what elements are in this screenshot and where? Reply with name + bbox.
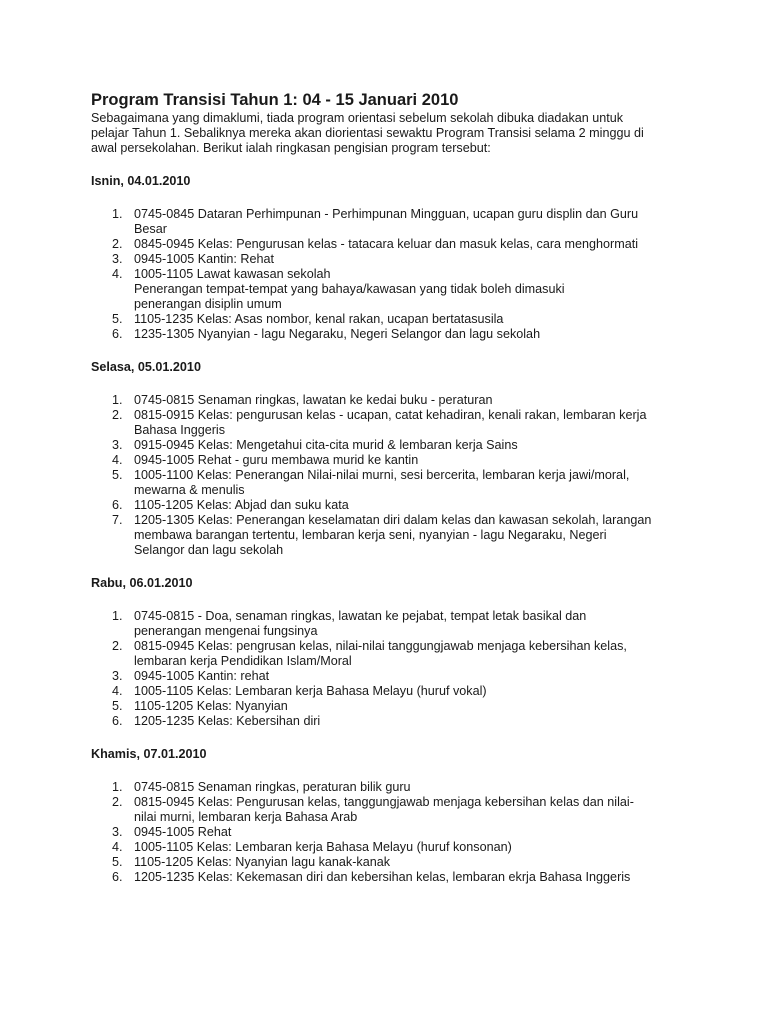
day-heading: Rabu, 06.01.2010 [91, 576, 193, 590]
item-number: 2. [112, 639, 123, 653]
item-text-line: 0945-1005 Kantin: Rehat [134, 252, 275, 266]
schedule-item [91, 267, 691, 312]
item-number: 6. [112, 870, 123, 884]
item-text-line: 0815-0945 Kelas: Pengurusan kelas, tanggungjawab menjaga kebersihan kelas dan nilai- [134, 795, 634, 809]
schedule-item [91, 438, 691, 453]
schedule-item [91, 312, 691, 327]
item-text-line: 1105-1205 Kelas: Nyanyian [134, 699, 288, 713]
day-section [91, 576, 691, 729]
day-section [91, 747, 691, 885]
item-number: 6. [112, 327, 123, 341]
item-text-line: 0845-0945 Kelas: Pengurusan kelas - tatacara keluar dan masuk kelas, cara menghormati [134, 237, 639, 251]
item-number: 1. [112, 609, 123, 623]
item-number: 4. [112, 453, 123, 467]
schedule-item [91, 513, 691, 558]
intro-line: pelajar Tahun 1. Sebaliknya mereka akan diorientasi sewaktu Program Transisi selama 2 minggu di [91, 126, 644, 140]
item-text-line: mewarna & menulis [134, 483, 245, 497]
schedule-item [91, 327, 691, 342]
schedule-item [91, 237, 691, 252]
schedule-list [91, 393, 691, 558]
item-number: 5. [112, 312, 123, 326]
item-number: 5. [112, 855, 123, 869]
intro-line: Sebagaimana yang dimaklumi, tiada program orientasi sebelum sekolah dibuka diadakan untuk [91, 111, 624, 125]
schedule-item [91, 825, 691, 840]
schedule-item [91, 855, 691, 870]
item-text-line: 1205-1235 Kelas: Kekemasan diri dan kebersihan kelas, lembaran ekrja Bahasa Inggeris [134, 870, 631, 884]
schedule-item [91, 780, 691, 795]
item-text-line: 0815-0915 Kelas: pengurusan kelas - ucapan, catat kehadiran, kenali rakan, lembaran kerja [134, 408, 647, 422]
item-number: 3. [112, 438, 123, 452]
item-text-line: 1235-1305 Nyanyian - lagu Negaraku, Negeri Selangor dan lagu sekolah [134, 327, 541, 341]
item-number: 6. [112, 498, 123, 512]
schedule-item [91, 408, 691, 438]
schedule-item [91, 252, 691, 267]
schedule-item [91, 393, 691, 408]
item-text-line: nilai murni, lembaran kerja Bahasa Arab [134, 810, 358, 824]
item-text-line: 0815-0945 Kelas: pengrusan kelas, nilai-nilai tanggungjawab menjaga kebersihan kelas, [134, 639, 627, 653]
schedule-item [91, 207, 691, 237]
item-text-line: Bahasa Inggeris [134, 423, 226, 437]
item-text-line: 1005-1105 Kelas: Lembaran kerja Bahasa Melayu (huruf konsonan) [134, 840, 512, 854]
item-text-line: membawa barangan tertentu, lembaran kerja seni, nyanyian - lagu Negaraku, Negeri [134, 528, 607, 542]
item-text-line: 1205-1305 Kelas: Penerangan keselamatan diri dalam kelas dan kawasan sekolah, larangan [134, 513, 652, 527]
item-number: 3. [112, 669, 123, 683]
day-heading: Isnin, 04.01.2010 [91, 174, 191, 188]
schedule-item [91, 840, 691, 855]
item-number: 5. [112, 468, 123, 482]
intro-line: awal persekolahan. Berikut ialah ringkasan pengisian program tersebut: [91, 141, 491, 155]
item-number: 4. [112, 684, 123, 698]
item-text-line: penerangan mengenai fungsinya [134, 624, 318, 638]
day-heading: Khamis, 07.01.2010 [91, 747, 207, 761]
item-text-line: 1105-1205 Kelas: Nyanyian lagu kanak-kanak [134, 855, 391, 869]
item-text-line: 0745-0815 Senaman ringkas, lawatan ke kedai buku - peraturan [134, 393, 493, 407]
schedule-list [91, 207, 691, 342]
document-page [91, 90, 691, 885]
schedule-list [91, 780, 691, 885]
item-text-line: 1005-1105 Lawat kawasan sekolah [134, 267, 331, 281]
item-number: 1. [112, 780, 123, 794]
item-number: 4. [112, 267, 123, 281]
schedule-item [91, 669, 691, 684]
schedule-item [91, 639, 691, 669]
item-text-line: Penerangan tempat-tempat yang bahaya/kawasan yang tidak boleh dimasuki [134, 282, 565, 296]
item-text-line: 1005-1105 Kelas: Lembaran kerja Bahasa Melayu (huruf vokal) [134, 684, 487, 698]
document-title: Program Transisi Tahun 1: 04 - 15 Januari 2010 [91, 91, 459, 109]
schedule-item [91, 453, 691, 468]
item-text-line: lembaran kerja Pendidikan Islam/Moral [134, 654, 352, 668]
item-text-line: 1105-1205 Kelas: Abjad dan suku kata [134, 498, 349, 512]
item-text-line: penerangan disiplin umum [134, 297, 282, 311]
schedule-item [91, 699, 691, 714]
day-heading: Selasa, 05.01.2010 [91, 360, 201, 374]
schedule-list [91, 609, 691, 729]
schedule-days [91, 174, 691, 885]
item-text-line: 0915-0945 Kelas: Mengetahui cita-cita murid & lembaran kerja Sains [134, 438, 518, 452]
item-text-line: 1105-1235 Kelas: Asas nombor, kenal rakan, ucapan bertatasusila [134, 312, 504, 326]
item-number: 2. [112, 795, 123, 809]
item-number: 1. [112, 207, 123, 221]
item-text-line: Selangor dan lagu sekolah [134, 543, 284, 557]
item-text-line: 0745-0815 - Doa, senaman ringkas, lawatan ke pejabat, tempat letak basikal dan [134, 609, 587, 623]
schedule-item [91, 870, 691, 885]
schedule-item [91, 468, 691, 498]
schedule-item [91, 684, 691, 699]
schedule-item [91, 498, 691, 513]
item-text-line: 1205-1235 Kelas: Kebersihan diri [134, 714, 321, 728]
item-text-line: 0945-1005 Kantin: rehat [134, 669, 270, 683]
day-section [91, 360, 691, 558]
item-text-line: 0945-1005 Rehat [134, 825, 232, 839]
item-number: 3. [112, 252, 123, 266]
item-number: 2. [112, 237, 123, 251]
item-text-line: 0945-1005 Rehat - guru membawa murid ke kantin [134, 453, 419, 467]
item-text-line: 0745-0845 Dataran Perhimpunan - Perhimpunan Mingguan, ucapan guru displin dan Guru [134, 207, 639, 221]
item-text-line: 1005-1100 Kelas: Penerangan Nilai-nilai murni, sesi bercerita, lembaran kerja jawi/moral, [134, 468, 630, 482]
day-section [91, 174, 691, 342]
item-text-line: 0745-0815 Senaman ringkas, peraturan bilik guru [134, 780, 411, 794]
schedule-item [91, 714, 691, 729]
item-number: 7. [112, 513, 123, 527]
schedule-item [91, 795, 691, 825]
item-number: 6. [112, 714, 123, 728]
item-number: 4. [112, 840, 123, 854]
item-number: 1. [112, 393, 123, 407]
item-number: 5. [112, 699, 123, 713]
intro-paragraph [91, 111, 691, 156]
item-number: 3. [112, 825, 123, 839]
item-text-line: Besar [134, 222, 167, 236]
item-number: 2. [112, 408, 123, 422]
schedule-item [91, 609, 691, 639]
